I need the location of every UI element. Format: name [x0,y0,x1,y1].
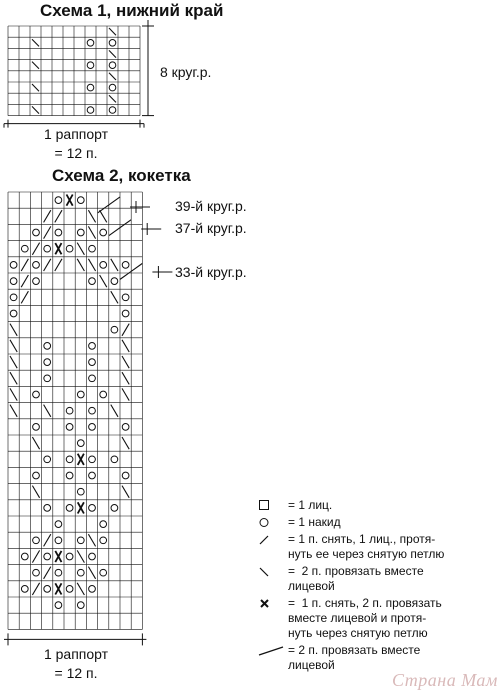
legend-item-knit [258,498,498,513]
yarn-over-symbol [77,569,84,576]
yarn-over-symbol [33,537,40,544]
skp-symbol [44,226,51,238]
skp-symbol [32,550,39,562]
square-icon [258,499,284,512]
yarn-over-symbol [10,310,17,317]
yarn-over-symbol [55,537,62,544]
yarn-over-symbol [55,602,62,609]
k2tog-symbol [122,388,129,400]
yarn-over-symbol [44,553,51,560]
yarn-over-symbol [55,569,62,576]
yarn-over-symbol [33,569,40,576]
yarn-over-symbol [33,424,40,431]
yarn-over-symbol [66,505,73,512]
legend [258,498,498,675]
k2tog-symbol [32,62,39,69]
yarn-over-symbol [77,440,84,447]
legend-item-skp [258,532,498,562]
yarn-over-symbol [122,310,129,317]
skp-symbol [44,210,51,222]
legend-text-k2tog: = 2 п. провязать вместе лицевой [288,564,424,593]
k2tog-symbol [77,259,84,271]
yarn-over-symbol [89,245,96,252]
yarn-over-symbol [89,472,96,479]
k2tog-symbol [122,372,129,384]
skp-symbol [55,259,62,271]
yarn-over-symbol [100,262,107,269]
scheme2-title: Схема 2, кокетка [52,166,191,185]
yarn-over-symbol [109,107,116,114]
yarn-over-symbol [122,262,129,269]
yarn-over-symbol [33,391,40,398]
legend-text-skp: = 1 п. снять, 1 лиц., протя- нуть ее через снятую петлю [288,532,445,561]
yarn-over-symbol [44,586,51,593]
skp-symbol [32,583,39,595]
yarn-over-symbol [44,505,51,512]
scheme2-repeat-line2: = 12 п. [54,665,98,681]
round-37-label: 37-й круг.р. [175,220,247,236]
k2tog-symbol [88,567,95,579]
yarn-over-symbol [55,521,62,528]
k2tog-symbol [109,95,116,102]
k2tog-symbol [77,243,84,255]
yarn-over-symbol [66,586,73,593]
scheme1-repeat-label [26,125,126,163]
legend-item-k2tog-long [258,643,498,673]
yarn-over-symbol [122,294,129,301]
yarn-over-symbol [66,472,73,479]
yarn-over-symbol [21,245,28,252]
yarn-over-symbol [122,472,129,479]
yarn-over-symbol [111,278,118,285]
scheme1-title: Схема 1, нижний край [40,1,224,20]
scheme1-repeat-line1: 1 раппорт [43,126,109,142]
yarn-over-symbol [33,262,40,269]
yarn-over-symbol [77,488,84,495]
skp-symbol [21,259,28,271]
round-39-label: 39-й круг.р. [175,198,247,214]
yarn-over-symbol [77,229,84,236]
yarn-over-symbol [122,424,129,431]
skp-symbol [32,243,39,255]
slash-icon [258,533,284,546]
yarn-over-symbol [100,569,107,576]
yarn-over-symbol [109,84,116,91]
skp-symbol [21,291,28,303]
yarn-over-symbol [100,391,107,398]
k2tog-symbol [10,340,17,352]
k2tog-symbol [44,405,51,417]
yarn-over-symbol [89,407,96,414]
k2tog-symbol [32,39,39,46]
yarn-over-symbol [87,62,94,69]
k2tog-symbol [122,486,129,498]
k2tog-symbol [122,340,129,352]
yarn-over-symbol [33,278,40,285]
k2tog-symbol [109,28,116,35]
yarn-over-symbol [89,375,96,382]
legend-text-yarnover: = 1 накид [288,515,341,529]
long-slash-icon [258,644,284,657]
yarn-over-symbol [55,197,62,204]
legend-item-sk2p [258,596,498,641]
skp-symbol [44,259,51,271]
legend-text-knit: = 1 лиц. [288,498,333,512]
yarn-over-symbol [89,359,96,366]
yarn-over-symbol [111,505,118,512]
k2tog-symbol [100,210,107,222]
yarn-over-symbol [89,586,96,593]
k2tog-symbol [109,50,116,57]
yarn-over-symbol [44,245,51,252]
skp-symbol [55,210,62,222]
k2tog-symbol [10,356,17,368]
skp-symbol [44,567,51,579]
yarn-over-symbol [21,586,28,593]
k2tog-symbol [77,583,84,595]
yarn-over-symbol [66,456,73,463]
legend-item-yarnover [258,515,498,530]
k2tog-symbol [10,324,17,336]
yarn-over-symbol [89,505,96,512]
yarn-over-symbol [77,197,84,204]
scheme1-repeat-line2: = 12 п. [54,145,98,161]
yarn-over-symbol [87,84,94,91]
k2tog-symbol [10,388,17,400]
k2tog-symbol [10,372,17,384]
k2tog-symbol [32,486,39,498]
skp-symbol [122,324,129,336]
yarn-over-symbol [44,456,51,463]
k2tog-symbol [88,226,95,238]
yarn-over-symbol [77,391,84,398]
k2tog-symbol [88,259,95,271]
yarn-over-symbol [33,229,40,236]
yarn-over-symbol [89,553,96,560]
scheme2-repeat-label [26,645,126,683]
k2tog-symbol [77,550,84,562]
yarn-over-symbol [10,278,17,285]
legend-text-k2tog-long: = 2 п. провязать вместе лицевой [288,643,421,672]
legend-text-sk2p: = 1 п. снять, 2 п. провязать вместе лицевой и протя- нуть через снятую петлю [288,596,442,640]
k2tog-symbol [122,356,129,368]
k2tog-symbol [122,437,129,449]
k2tog-symbol [32,84,39,91]
legend-item-k2tog [258,564,498,594]
yarn-over-symbol [111,456,118,463]
yarn-over-symbol [66,424,73,431]
yarn-over-symbol [66,553,73,560]
round-33-label: 33-й круг.р. [175,264,247,280]
yarn-over-symbol [89,278,96,285]
watermark: Страна Мам [392,670,498,690]
yarn-over-symbol [100,229,107,236]
yarn-over-symbol [111,326,118,333]
yarn-over-symbol [109,62,116,69]
scheme1-rounds-label: 8 круг.р. [160,64,212,80]
yarn-over-symbol [87,107,94,114]
yarn-over-symbol [44,359,51,366]
k2tog-symbol [88,210,95,222]
scheme2-repeat-line1: 1 раппорт [43,646,109,662]
yarn-over-symbol [77,537,84,544]
yarn-over-symbol [66,245,73,252]
k2tog-symbol [32,437,39,449]
skp-symbol [21,275,28,287]
k2tog-symbol [10,405,17,417]
yarn-over-symbol [77,602,84,609]
yarn-over-symbol [10,262,17,269]
yarn-over-symbol [89,343,96,350]
k2tog-symbol [100,275,107,287]
yarn-over-symbol [89,424,96,431]
k2tog-symbol [111,405,118,417]
k2tog-symbol [109,73,116,80]
yarn-over-symbol [109,40,116,47]
yarn-over-symbol [10,294,17,301]
skp-symbol [44,534,51,546]
yarn-over-symbol [44,343,51,350]
yarn-over-symbol [87,40,94,47]
yarn-over-symbol [89,456,96,463]
x-icon [258,597,284,610]
k2tog-symbol [111,291,118,303]
yarn-over-symbol [55,229,62,236]
yarn-over-symbol [21,553,28,560]
k2tog-symbol [32,106,39,113]
k2tog-symbol [88,534,95,546]
yarn-over-symbol [66,407,73,414]
yarn-over-symbol [44,375,51,382]
k2tog-symbol [111,259,118,271]
backslash-icon [258,565,284,578]
circle-icon [258,516,284,529]
yarn-over-symbol [33,472,40,479]
yarn-over-symbol [100,521,107,528]
yarn-over-symbol [100,537,107,544]
